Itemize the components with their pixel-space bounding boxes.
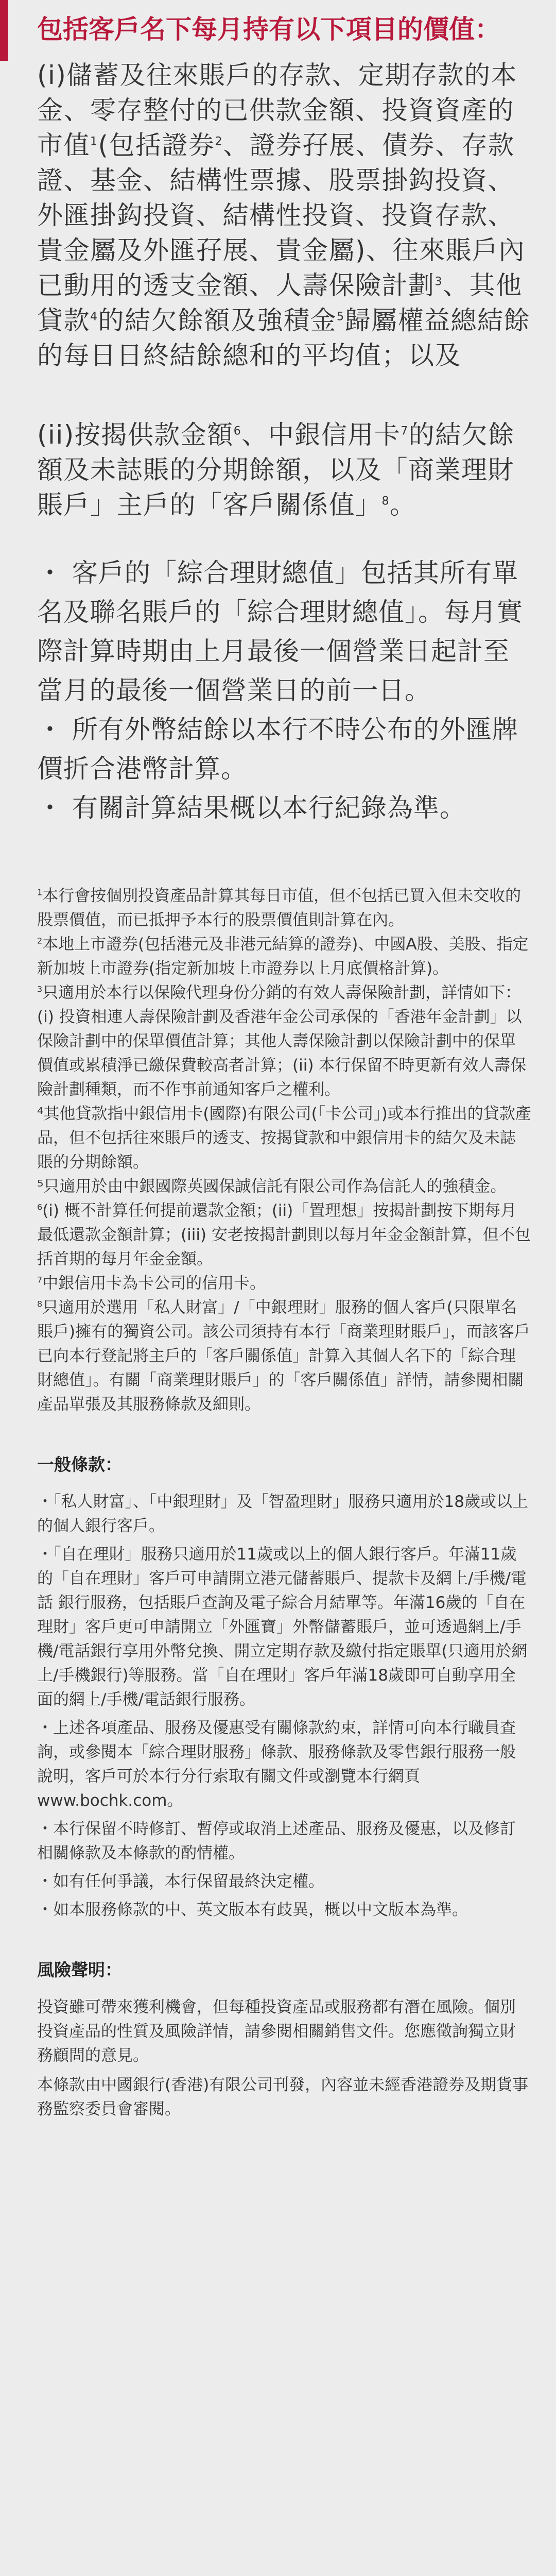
footnote: $^2$本地上市證券(包括港元及非港元結算的證券)、中國A股、美股、指定新加坡上市證券(指定新加坡上市證券以上月底價格計算)。 (37, 935, 529, 978)
content-body (37, 58, 531, 2127)
bullet-item: ・ 有關計算結果概以本行紀錄為準。 (37, 793, 466, 823)
section-title: 包括客戶名下每月持有以下項目的價值： (37, 14, 500, 44)
risk-paragraph: 本條款由中國銀行(香港)有限公司刊發，內容並未經香港證券及期貨事務監察委員會審閱。 (37, 2076, 529, 2119)
term-item: ・「私人財富」、「中銀理財」及「智盈理財」服務只適用於18歲或以上的個人銀行客戶。 (37, 1493, 528, 1535)
bullet-item: ・ 客戶的「綜合理財總值」包括其所有單名及聯名賬戶的「綜合理財總值」。每月實際計算時期由上月最後一個營業日起計至當月的最後一個營業日的前一日。 (37, 558, 523, 705)
footnote: ⁵只適用於由中銀國際英國保誠信託有限公司作為信託人的強積金。 (37, 1177, 507, 1196)
footnote: $^1$本行會按個別投資產品計算其每日市值，但不包括已買入但未交收的股票價值，而已抵押予本行的股票價值則計算在內。 (37, 887, 522, 929)
left-accent-bar (0, 0, 8, 61)
main-paragraph-2: (ii)按揭供款金額$^6$、中銀信用卡$^7$的結欠餘額及未誌賬的分期餘額，以及「商業理財賬戶」主戶的「客戶關係值」$^8$。 (37, 420, 515, 520)
risk-paragraph: 投資雖可帶來獲利機會，但每種投資產品或服務都有潛在風險。個別投資產品的性質及風險詳情，請參閱相關銷售文件。您應徵詢獨立財務顧問的意見。 (37, 1998, 516, 2065)
footnote: $^6$(i) 概不計算任何提前還款金額；(ii)「置理想」按揭計劃按下期每月最低還款金額計算；(iii) 安老按揭計劃則以每月年金金額計算，但不包括首期的每月年金金額。 (37, 1201, 531, 1268)
main-bullet-list (37, 553, 531, 827)
footnotes (37, 884, 531, 1417)
main-paragraph-1: (i)儲蓄及往來賬戶的存款、定期存款的本金、零存整付的已供款金額、投資資產的市值$^1$(包括證券$^2$、證券孖展、債券、存款證、基金、結構性票據、股票掛鈎投資、外匯掛鈎投資、結構性投資、投資存款、貴金屬及外匯孖展、貴金屬)、往來賬戶內已動用的透支金額、人壽保險計劃$^3$、其他貸款$^4$的結欠餘額及強積金$^5$歸屬權益總結餘的每日日終結餘總和的平均值；以及 (37, 60, 530, 370)
term-item: ・如本服務條款的中、英文版本有歧異，概以中文版本為準。 (37, 1901, 468, 1919)
term-item: ・上述各項產品、服務及優惠受有關條款約束，詳情可向本行職員查詢，或參閱本「綜合理財服務」條款、服務條款及零售銀行服務一般說明，客戶可於本行分行索取有關文件或瀏覽本行網頁www.bochk.com。 (37, 1719, 516, 1810)
term-item: ・「自在理財」服務只適用於11歲或以上的個人銀行客戶。年滿11歲的「自在理財」客戶可申請開立港元儲蓄賬戶、提款卡及網上/手機/電話 銀行服務，包括賬戶查詢及電子綜合月結單等。年滿16歲的「自在理財」客戶更可申請開立「外匯寶」外幣儲蓄賬戶，並可透過網上/手機/電話銀行享用外幣兌換、開立定期存款及繳付指定賬單(只適用於網上/手機銀行)等服務。當「自在理財」客戶年滿18歲即可自動享用全面的網上/手機/電話銀行服務。 (37, 1545, 528, 1709)
footnote: $^8$只適用於選用「私人財富」/「中銀理財」服務的個人客戶(只限單名賬戶)擁有的獨資公司。該公司須持有本行「商業理財賬戶」，而該客戶已向本行登記將主戶的「客戶關係值」計算入其個人名下的「綜合理財總值」。有關「商業理財賬戶」的「客戶關係值」詳情，請參閱相關產品單張及其服務條款及細則。 (37, 1298, 530, 1414)
footnote: ⁴其他貸款指中銀信用卡(國際)有限公司(「卡公司」)或本行推出的貸款產品，但不包括往來賬戶的透支、按揭貸款和中銀信用卡的結欠及未誌賬的分期餘額。 (37, 1105, 531, 1172)
risk-disclosure-heading: 風險聲明： (37, 1960, 122, 1980)
footnote: $^7$中銀信用卡為卡公司的信用卡。 (37, 1274, 266, 1293)
general-terms-heading: 一般條款： (37, 1454, 122, 1475)
general-terms-list (37, 1490, 531, 1922)
bullet-item: ・ 所有外幣結餘以本行不時公布的外匯牌價折合港幣計算。 (37, 715, 518, 784)
term-item: ・如有任何爭議，本行保留最終決定權。 (37, 1872, 324, 1891)
footnote: $^3$只適用於本行以保險代理身份分銷的有效人壽保險計劃，詳情如下：(i) 投資相連人壽保險計劃及香港年金公司承保的「香港年金計劃」以保險計劃中的保單價值計算；其他人壽保險計劃以保險計劃中的保單價值或累積淨已繳保費較高者計算；(ii) 本行保留不時更新有效人壽保險計劃種類，而不作事前通知客戶之權利。 (37, 984, 527, 1099)
risk-disclosure (37, 1995, 531, 2122)
term-item: ・本行保留不時修訂、暫停或取消上述產品、服務及優惠，以及修訂相關條款及本條款的酌情權。 (37, 1820, 516, 1862)
